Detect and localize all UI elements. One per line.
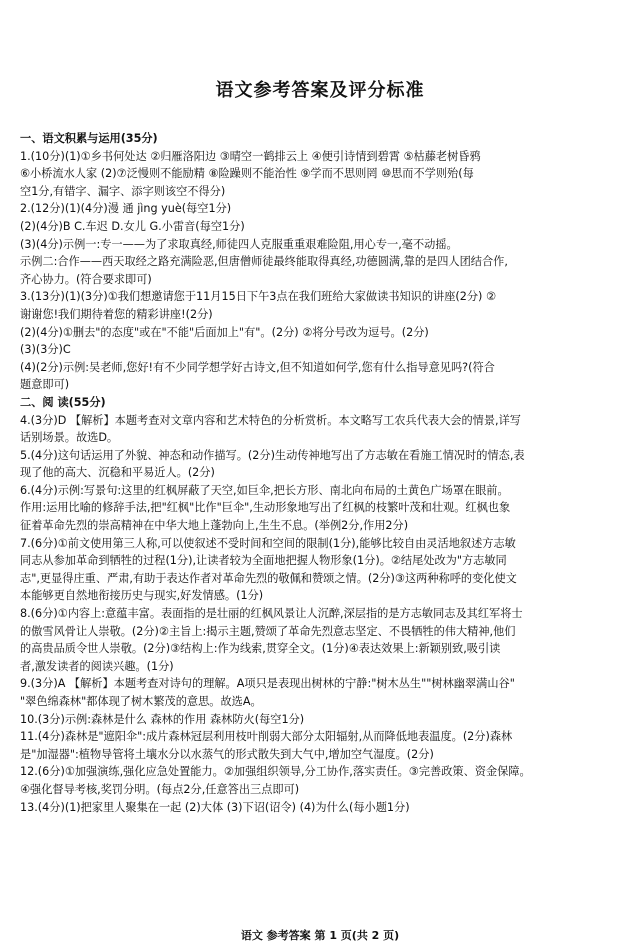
answer-line: 3.(13分)(1)(3分)①我们想邀请您于11月15日下午3点在我们班给大家做读书知识的讲座(2分) ② (20, 290, 497, 304)
answer-line: (2)(4分)B C.车迟 D.女儿 G.小雷音(每空1分) (20, 219, 245, 233)
answer-line: 征着革命先烈的崇高精神在中华大地上蓬勃向上,生生不息。(举例2分,作用2分) (20, 519, 409, 533)
answer-line: 话别场景。故选D。 (20, 431, 119, 445)
answer-line: 9.(3分)A 【解析】本题考查对诗句的理解。A项只是表现出树林的宁静:"树木丛生""树林幽翠满山谷" (20, 677, 515, 691)
answer-line: 志",更显得庄重、严肃,有助于表达作者对革命先烈的敬佩和赞颂之情。(2分)③这两种称呼的变化使文 (20, 571, 517, 585)
answer-line: 是"加湿器":植物导管将土壤水分以水蒸气的形式散失到大气中,增加空气湿度。(2分) (20, 747, 434, 761)
answer-line: 的高贵品质令世人崇敬。(2分)③结构上:作为线索,贯穿全文。(1分)④表达效果上:新颖别致,吸引读 (20, 642, 501, 656)
answer-line: 5.(4分)这句话运用了外貌、神态和动作描写。(2分)生动传神地写出了方志敏在看施工情况时的情态,表 (20, 448, 525, 462)
answer-line: (4)(2分)示例:吴老师,您好!有不少同学想学好古诗文,但不知道如何学,您有什么指导意见吗?(符合 (20, 360, 495, 374)
page-footer: 语文 参考答案 第 1 页(共 2 页) (240, 929, 400, 942)
answer-content (20, 130, 622, 816)
answer-line: 7.(6分)①前文使用第三人称,可以使叙述不受时间和空间的限制(1分),能够比较自由灵活地叙述方志敏 (20, 536, 516, 550)
answer-line: 者,激发读者的阅读兴趣。(1分) (20, 659, 174, 673)
answer-line: 10.(3分)示例:森林是什么 森林的作用 森林防火(每空1分) (20, 712, 305, 726)
answer-line: 作用:运用比喻的修辞手法,把"红枫"比作"巨伞",生动形象地写出了红枫的枝繁叶茂和壮观。红枫也象 (20, 501, 511, 515)
section-heading-1: 一、语文积累与运用(35分) (20, 132, 158, 145)
answer-line: 8.(6分)①内容上:意蕴丰富。表面指的是壮丽的红枫风景让人沉醉,深层指的是方志敏同志及其红军将士 (20, 607, 523, 621)
answer-line: ④强化督导考核,奖罚分明。(每点2分,任意答出三点即可) (20, 782, 300, 796)
answer-line: "翠色绵森林"都体现了树木繁茂的意思。故选A。 (20, 695, 262, 708)
answer-line: 2.(12分)(1)(4分)漫 通 jìng yuè(每空1分) (20, 202, 232, 216)
answer-line: 的傲雪风骨让人崇敬。(2分)②主旨上:揭示主题,赞颂了革命先烈意志坚定、不畏牺牲的伟大精神,他们 (20, 624, 516, 638)
answer-line: 题意即可) (20, 378, 70, 392)
answer-line: ⑥小桥流水人家 (2)⑦泛慢则不能励精 ⑧险躁则不能治性 ⑨学而不思则罔 ⑩思而不学则殆(每 (20, 167, 474, 181)
answer-line: 现了他的高大、沉稳和平易近人。(2分) (20, 466, 215, 480)
answer-line: 11.(4分)森林是"遮阳伞":成片森林冠层利用枝叶削弱大部分太阳辐射,从而降低地表温度。(2分)森林 (20, 730, 513, 744)
answer-line: (3)(4分)示例一:专一——为了求取真经,师徒四人克服重重艰难险阻,用心专一,毫不动摇。 (20, 237, 458, 251)
answer-line: 12.(6分)①加强演练,强化应急处置能力。②加强组织领导,分工协作,落实责任。③完善政策、资金保障。 (20, 765, 531, 779)
answer-line: 13.(4分)(1)把家里人聚集在一起 (2)大体 (3)下诏(诏令) (4)为什么(每小题1分) (20, 800, 410, 814)
answer-line: 6.(4分)示例:写景句:这里的红枫屏蔽了天空,如巨伞,把长方形、南北向布局的土黄色广场罩在眼前。 (20, 483, 509, 497)
answer-line: (3)(3分)C (20, 343, 71, 357)
answer-line: (2)(4分)①删去"的态度"或在"不能"后面加上"有"。(2分) ②将分号改为逗号。(2分) (20, 325, 429, 339)
answer-line: 同志从参加革命到牺牲的过程(1分),让读者较为全面地把握人物形象(1分)。②结尾处改为"方志敏同 (20, 554, 507, 568)
answer-line: 4.(3分)D 【解析】本题考查对文章内容和艺术特色的分析赏析。本文略写工农兵代表大会的情景,详写 (20, 413, 521, 427)
section-heading-2: 二、阅 读(55分) (20, 395, 106, 409)
answer-line: 谢谢您!我们期待着您的精彩讲座!(2分) (20, 307, 213, 321)
answer-line: 齐心协力。(符合要求即可) (20, 272, 152, 286)
answer-line: 示例二:合作——西天取经之路充满险恶,但唐僧师徒最终能取得真经,功德圆满,靠的是四人团结合作, (20, 255, 508, 269)
answer-line: 空1分,有错字、漏字、添字则该空不得分) (20, 184, 226, 198)
page-title: 语文参考答案及评分标准 (215, 80, 425, 101)
answer-line: 本能够更自然地衔接历史与现实,好发情感。(1分) (20, 589, 264, 603)
answer-line: 1.(10分)(1)①乡书何处达 ②归雁洛阳边 ③晴空一鹤排云上 ④便引诗情到碧霄 ⑤枯藤老树昏鸦 (20, 149, 481, 163)
